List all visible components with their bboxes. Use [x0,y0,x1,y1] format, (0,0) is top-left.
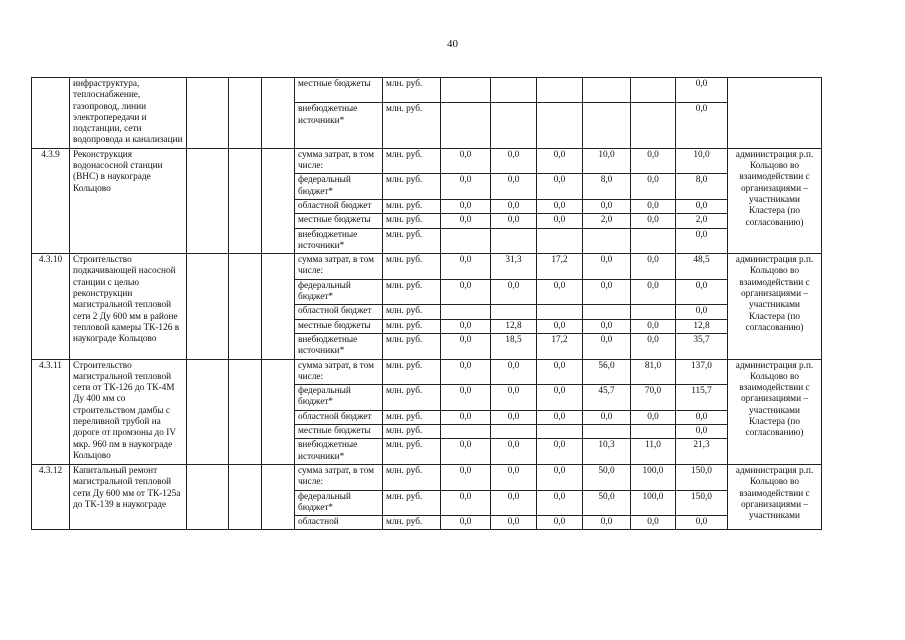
year-value [631,78,676,103]
year-value: 0,0 [491,359,537,385]
executor [728,78,822,149]
funding-source: местные бюджеты [295,319,383,333]
total-value: 12,8 [676,319,728,333]
unit-cell: млн. руб. [383,385,441,411]
unit-cell: млн. руб. [383,103,441,148]
year-value: 0,0 [537,464,583,490]
funding-source: федеральный бюджет* [295,174,383,200]
year-value [583,305,631,319]
table-row [32,78,822,103]
total-value: 21,3 [676,439,728,465]
year-value: 0,0 [441,319,491,333]
funding-source: областной [295,516,383,530]
year-value: 0,0 [441,490,491,516]
total-value: 137,0 [676,359,728,385]
year-value: 0,0 [491,490,537,516]
blank-cell [262,78,295,149]
year-value [441,228,491,254]
year-value: 0,0 [631,319,676,333]
funding-source: внебюджетные источники* [295,333,383,359]
item-number: 4.3.11 [32,359,70,464]
year-value: 0,0 [631,516,676,530]
year-value: 10,3 [583,439,631,465]
year-value: 0,0 [631,254,676,280]
unit-cell: млн. руб. [383,254,441,280]
blank-cell [229,78,262,149]
funding-source: внебюджетные источники* [295,228,383,254]
funding-source: областной бюджет [295,199,383,213]
total-value: 0,0 [676,410,728,424]
funding-source: сумма затрат, в том числе: [295,148,383,174]
executor: администрация р.п. Кольцово во взаимодействии с организациями – участниками Кластера (по согласованию) [728,254,822,359]
year-value: 0,0 [537,279,583,305]
year-value: 0,0 [441,254,491,280]
table-row [32,148,822,174]
total-value: 10,0 [676,148,728,174]
year-value [537,78,583,103]
year-value: 0,0 [441,148,491,174]
executor: администрация р.п. Кольцово во взаимодействии с организациями – участниками Кластера (по согласованию) [728,359,822,464]
year-value: 0,0 [583,410,631,424]
year-value: 0,0 [491,199,537,213]
year-value: 0,0 [631,174,676,200]
item-name: Реконструкция водонасосной станции (ВНС) в наукограде Кольцово [70,148,187,253]
total-value: 48,5 [676,254,728,280]
year-value [441,425,491,439]
total-value: 8,0 [676,174,728,200]
year-value [491,305,537,319]
total-value: 2,0 [676,214,728,228]
funding-source: сумма затрат, в том числе: [295,359,383,385]
year-value: 50,0 [583,464,631,490]
unit-cell: млн. руб. [383,516,441,530]
total-value: 150,0 [676,490,728,516]
year-value: 17,2 [537,333,583,359]
total-value: 0,0 [676,228,728,254]
item-number [32,78,70,149]
blank-cell [229,148,262,253]
year-value: 0,0 [441,279,491,305]
item-name: Строительство магистральной тепловой сети от ТК-126 до ТК-4М Ду 400 мм со строительством дамбы с переливной трубой на дороге от промзоны до IV мкр. 960 пм в наукограде Кольцово [70,359,187,464]
year-value: 0,0 [537,516,583,530]
year-value [537,228,583,254]
unit-cell: млн. руб. [383,464,441,490]
year-value: 0,0 [583,516,631,530]
table-body [32,78,822,530]
total-value: 0,0 [676,279,728,305]
year-value: 0,0 [441,333,491,359]
year-value: 11,0 [631,439,676,465]
year-value [583,425,631,439]
year-value [441,305,491,319]
year-value: 0,0 [491,148,537,174]
item-number: 4.3.12 [32,464,70,529]
year-value: 0,0 [631,214,676,228]
year-value [537,305,583,319]
year-value [631,103,676,148]
item-name: Капитальный ремонт магистральной тепловой сети Ду 600 мм от ТК-125а до ТК-139 в наукограде [70,464,187,529]
year-value: 0,0 [583,333,631,359]
year-value: 10,0 [583,148,631,174]
blank-cell [262,148,295,253]
year-value [631,425,676,439]
total-value: 0,0 [676,103,728,148]
funding-source: сумма затрат, в том числе: [295,464,383,490]
item-number: 4.3.10 [32,254,70,359]
unit-cell: млн. руб. [383,359,441,385]
unit-cell: млн. руб. [383,410,441,424]
year-value: 18,5 [491,333,537,359]
year-value [631,228,676,254]
unit-cell: млн. руб. [383,78,441,103]
funding-source: областной бюджет [295,305,383,319]
year-value: 0,0 [537,385,583,411]
year-value [631,305,676,319]
year-value [491,78,537,103]
blank-cell [229,359,262,464]
year-value [491,103,537,148]
budget-table [31,77,822,530]
year-value: 0,0 [441,464,491,490]
unit-cell: млн. руб. [383,439,441,465]
funding-source: местные бюджеты [295,214,383,228]
year-value: 0,0 [537,490,583,516]
blank-cell [229,464,262,529]
unit-cell: млн. руб. [383,228,441,254]
item-name: инфраструктура, теплоснабжение, газопровод, линии электропередачи и подстанции, сети водопровода и канализации [70,78,187,149]
blank-cell [187,359,229,464]
year-value: 0,0 [537,439,583,465]
year-value: 0,0 [537,174,583,200]
blank-cell [187,148,229,253]
year-value [537,425,583,439]
year-value [583,228,631,254]
year-value: 0,0 [631,333,676,359]
total-value: 35,7 [676,333,728,359]
funding-source: местные бюджеты [295,425,383,439]
year-value: 70,0 [631,385,676,411]
blank-cell [262,254,295,359]
funding-source: областной бюджет [295,410,383,424]
year-value [441,78,491,103]
year-value: 0,0 [491,439,537,465]
year-value: 2,0 [583,214,631,228]
year-value [441,103,491,148]
funding-source: внебюджетные источники* [295,439,383,465]
year-value: 0,0 [441,199,491,213]
year-value: 0,0 [537,319,583,333]
funding-source: федеральный бюджет* [295,490,383,516]
year-value: 0,0 [491,214,537,228]
table-row [32,464,822,490]
year-value [583,78,631,103]
total-value: 0,0 [676,199,728,213]
year-value: 17,2 [537,254,583,280]
year-value: 0,0 [491,516,537,530]
year-value: 0,0 [491,385,537,411]
year-value [491,425,537,439]
year-value: 0,0 [441,385,491,411]
blank-cell [187,254,229,359]
unit-cell: млн. руб. [383,174,441,200]
year-value: 0,0 [631,199,676,213]
year-value: 81,0 [631,359,676,385]
funding-source: сумма затрат, в том числе: [295,254,383,280]
year-value: 0,0 [631,279,676,305]
year-value: 8,0 [583,174,631,200]
page-number: 40 [447,38,458,50]
year-value: 0,0 [491,174,537,200]
executor: администрация р.п. Кольцово во взаимодействии с организациями – участниками [728,464,822,529]
total-value: 0,0 [676,516,728,530]
year-value [537,103,583,148]
blank-cell [262,359,295,464]
unit-cell: млн. руб. [383,490,441,516]
year-value [583,103,631,148]
year-value: 0,0 [537,359,583,385]
year-value: 0,0 [537,199,583,213]
unit-cell: млн. руб. [383,279,441,305]
year-value: 45,7 [583,385,631,411]
funding-source: местные бюджеты [295,78,383,103]
unit-cell: млн. руб. [383,425,441,439]
year-value [491,228,537,254]
year-value: 0,0 [441,439,491,465]
item-name: Строительство подкачивающей насосной станции с целью реконструкции магистральной тепловой сети 2 Ду 600 мм в районе тепловой камеры ТК-126 в наукограде Кольцово [70,254,187,359]
year-value: 0,0 [441,516,491,530]
executor: администрация р.п. Кольцово во взаимодействии с организациями – участниками Кластера (по согласованию) [728,148,822,253]
year-value: 0,0 [491,279,537,305]
year-value: 0,0 [441,214,491,228]
year-value: 0,0 [441,174,491,200]
year-value: 0,0 [441,359,491,385]
total-value: 115,7 [676,385,728,411]
year-value: 0,0 [583,319,631,333]
year-value: 0,0 [583,254,631,280]
year-value: 0,0 [537,410,583,424]
year-value: 12,8 [491,319,537,333]
item-number: 4.3.9 [32,148,70,253]
total-value: 0,0 [676,305,728,319]
unit-cell: млн. руб. [383,199,441,213]
blank-cell [187,78,229,149]
blank-cell [187,464,229,529]
funding-source: внебюджетные источники* [295,103,383,148]
total-value: 0,0 [676,425,728,439]
funding-source: федеральный бюджет* [295,279,383,305]
blank-cell [229,254,262,359]
unit-cell: млн. руб. [383,333,441,359]
year-value: 0,0 [537,148,583,174]
year-value: 0,0 [583,279,631,305]
blank-cell [262,464,295,529]
year-value: 56,0 [583,359,631,385]
year-value: 50,0 [583,490,631,516]
unit-cell: млн. руб. [383,305,441,319]
year-value: 100,0 [631,464,676,490]
year-value: 100,0 [631,490,676,516]
year-value: 0,0 [583,199,631,213]
year-value: 0,0 [631,148,676,174]
year-value: 0,0 [491,410,537,424]
year-value: 0,0 [441,410,491,424]
unit-cell: млн. руб. [383,148,441,174]
year-value: 0,0 [537,214,583,228]
table-row [32,254,822,280]
total-value: 150,0 [676,464,728,490]
total-value: 0,0 [676,78,728,103]
funding-source: федеральный бюджет* [295,385,383,411]
table-row [32,359,822,385]
unit-cell: млн. руб. [383,319,441,333]
unit-cell: млн. руб. [383,214,441,228]
year-value: 0,0 [491,464,537,490]
year-value: 31,3 [491,254,537,280]
year-value: 0,0 [631,410,676,424]
